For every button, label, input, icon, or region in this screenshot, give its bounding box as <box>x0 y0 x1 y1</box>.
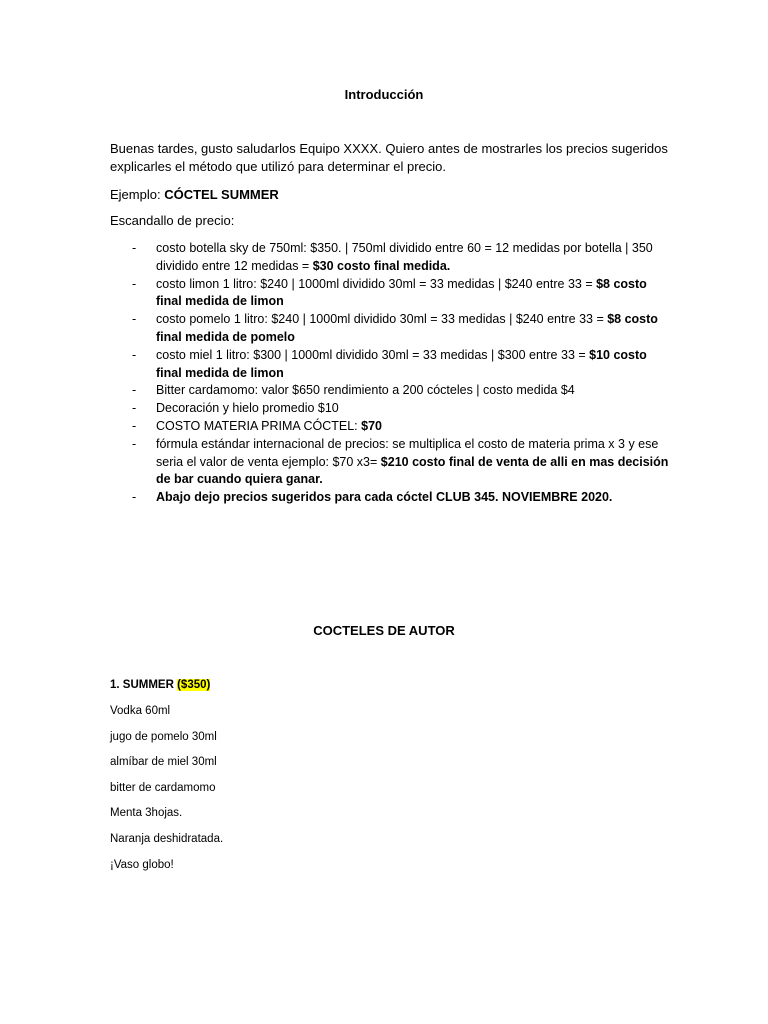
example-value: CÓCTEL SUMMER <box>164 187 279 202</box>
recipe-ingredient: Menta 3hojas. <box>110 807 183 819</box>
list-item <box>110 436 670 489</box>
recipe-ingredient: almíbar de miel 30ml <box>110 756 217 768</box>
recipe-name: 1. SUMMER <box>110 679 178 691</box>
recipe-ingredient: Vodka 60ml <box>110 705 171 717</box>
item-bold-text: $30 costo final medida. <box>312 258 451 273</box>
item-bold-text: $8 costo final medida de limon <box>156 276 647 309</box>
example-line <box>110 186 670 204</box>
escandallo-heading: Escandallo de precio: <box>110 213 235 228</box>
list-item <box>110 240 670 276</box>
recipe-price: ($350) <box>177 679 211 691</box>
list-item <box>110 311 670 347</box>
section-title: COCTELES DE AUTOR <box>313 623 455 638</box>
list-item <box>110 400 670 418</box>
item-text: fórmula estándar internacional de precios: se multiplica el costo de materia prima x 3 y ese seria el valor de venta ejemplo: $70 x3= <box>156 436 659 469</box>
list-item <box>110 347 670 383</box>
item-bold-text: $210 costo final de venta de alli en mas decisión de bar cuando quiera ganar. <box>156 454 669 487</box>
item-text: costo limon 1 litro: $240 | 1000ml dividido 30ml = 33 medidas | $240 entre 33 = <box>156 276 597 291</box>
list-item <box>110 418 670 436</box>
item-text: COSTO MATERIA PRIMA CÓCTEL: <box>156 418 362 433</box>
list-item <box>110 489 670 507</box>
item-bold-text: $70 <box>361 418 382 433</box>
page-title: Introducción <box>344 87 424 102</box>
list-item <box>110 276 670 312</box>
item-bold-text: $10 costo final medida de limon <box>156 347 647 380</box>
recipe-ingredient: Naranja deshidratada. <box>110 833 224 845</box>
recipe-ingredient: jugo de pomelo 30ml <box>110 731 217 743</box>
recipe-ingredient: bitter de cardamomo <box>110 782 216 794</box>
item-text: Bitter cardamomo: valor $650 rendimiento a 200 cócteles | costo medida $4 <box>156 383 575 398</box>
cost-breakdown-list <box>110 240 670 507</box>
recipe-ingredient: ¡Vaso globo! <box>110 859 174 871</box>
item-text: costo pomelo 1 litro: $240 | 1000ml dividido 30ml = 33 medidas | $240 entre 33 = <box>156 312 608 327</box>
example-label: Ejemplo: <box>110 187 165 202</box>
item-text: costo botella sky de 750ml: $350. | 750ml dividido entre 60 = 12 medidas por botella | 350 dividido entre 12 medidas = <box>156 241 653 273</box>
intro-paragraph: Buenas tardes, gusto saludarlos Equipo XXXX. Quiero antes de mostrarles los precios sugeridos explicarles el método que utilizó para determinar el precio. <box>110 141 668 174</box>
item-bold-text: $8 costo final medida de pomelo <box>156 312 658 344</box>
list-item <box>110 382 670 400</box>
item-bold-text: Abajo dejo precios sugeridos para cada cóctel CLUB 345. NOVIEMBRE 2020. <box>156 490 613 505</box>
item-text: costo miel 1 litro: $300 | 1000ml dividido 30ml = 33 medidas | $300 entre 33 = <box>156 347 590 362</box>
recipe-title <box>110 679 210 691</box>
item-text: Decoración y hielo promedio $10 <box>156 401 339 416</box>
